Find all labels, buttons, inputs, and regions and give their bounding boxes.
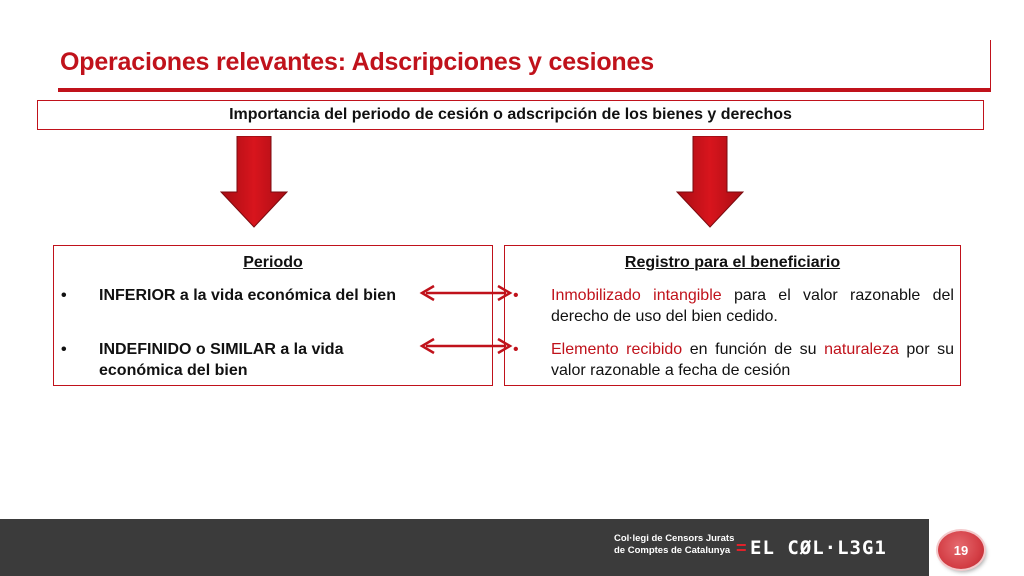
- registro-item-intangible-highlight: Inmobilizado intangible: [551, 287, 722, 304]
- page-number: 19: [953, 542, 969, 558]
- header-text: Importancia del periodo de cesión o adscripción de los bienes y derechos: [229, 106, 792, 123]
- registro-item-elemento-mid: en función de su: [682, 341, 825, 358]
- title-underline: [58, 88, 991, 92]
- bullet: •: [61, 341, 67, 358]
- footer-organization: [614, 533, 734, 557]
- period-item-indefinido: INDEFINIDO o SIMILAR a la vida económica del bien: [99, 341, 344, 379]
- registro-item-intangible: [551, 285, 954, 327]
- period-box-title: Periodo: [243, 254, 303, 271]
- down-arrow-left-icon: [220, 136, 288, 228]
- title-corner-line: [990, 40, 991, 90]
- registro-item-naturaleza-highlight: naturaleza: [824, 341, 899, 358]
- header-box: [37, 100, 984, 130]
- bullet: •: [513, 341, 519, 358]
- bullet: •: [61, 287, 67, 304]
- slide-title: Operaciones relevantes: Adscripciones y cesiones: [60, 48, 654, 76]
- registro-item-elemento-highlight: Elemento recibido: [551, 341, 683, 358]
- bullet: •: [513, 287, 519, 304]
- registro-item-elemento: [551, 339, 954, 381]
- footer-brand-logo: EL CØL·L3G1: [750, 537, 887, 559]
- down-arrow-right-icon: [676, 136, 744, 228]
- double-arrow-1-icon: [418, 284, 514, 302]
- registro-item-intangible-text: para el valor razonable del derecho de uso del bien cedido.: [551, 287, 954, 325]
- footer-org-line1: Col·legi de Censors Jurats: [614, 533, 735, 544]
- registro-box: [504, 245, 961, 386]
- registro-item-elemento-end: por su valor razonable a fecha de cesión: [551, 341, 954, 379]
- footer-org-line2: de Comptes de Catalunya: [614, 545, 731, 556]
- period-box: [53, 245, 493, 386]
- registro-box-title: Registro para el beneficiario: [624, 254, 841, 271]
- page-number-badge: [938, 531, 984, 569]
- double-arrow-2-icon: [418, 337, 514, 355]
- footer-equals-sign: =: [736, 538, 747, 558]
- period-item-inferior: INFERIOR a la vida económica del bien: [99, 287, 396, 304]
